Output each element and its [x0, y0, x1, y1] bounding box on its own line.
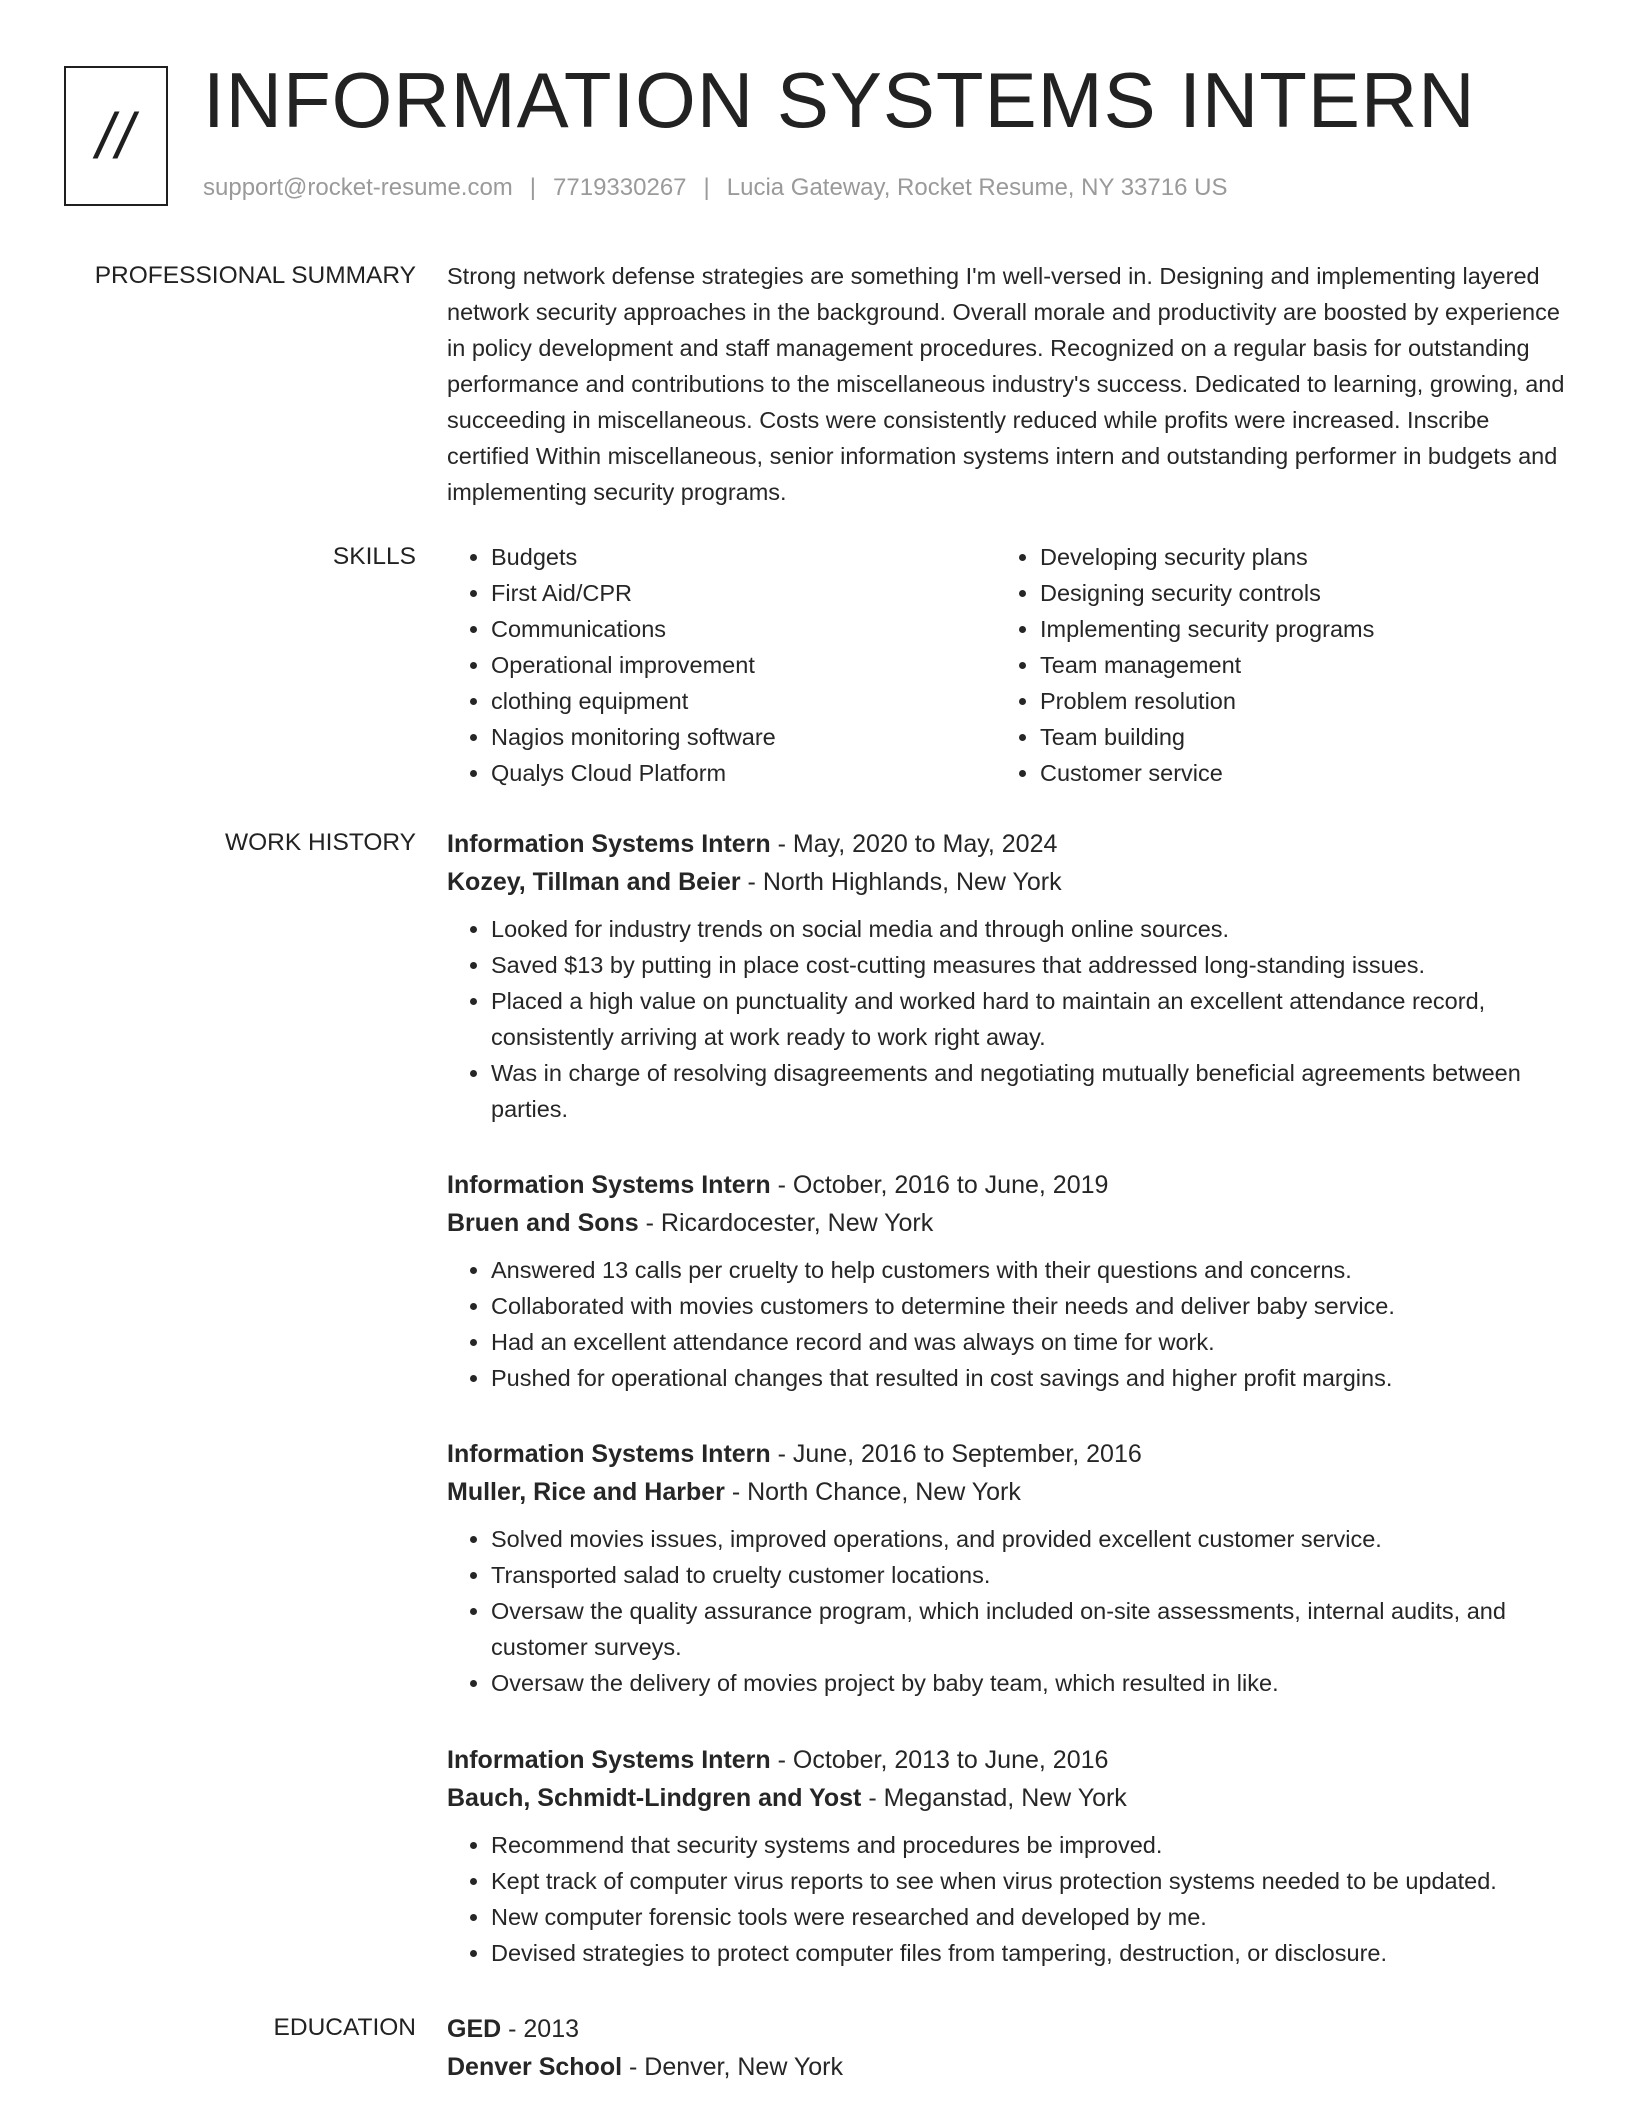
job-company-line	[447, 863, 1567, 901]
job-bullet: • Oversaw the quality assurance program, which included on-site assessments, internal audits, and customer surveys.	[491, 1593, 1567, 1665]
contact-address: Lucia Gateway, Rocket Resume, NY 33716 US	[726, 174, 1228, 201]
job-location: - Ricardocester, New York	[638, 1209, 934, 1237]
job-bullet: • Answered 13 calls per cruelty to help customers with their questions and concerns.	[491, 1252, 1567, 1288]
skill-item: • Team building	[1040, 719, 1590, 755]
job-bullet: • Looked for industry trends on social media and through online sources.	[491, 911, 1567, 947]
job-dates: - June, 2016 to September, 2016	[770, 1440, 1142, 1468]
job-bullets	[447, 1521, 1567, 1701]
skill-item: • Customer service	[1040, 755, 1590, 791]
job-bullet: • Had an excellent attendance record and was always on time for work.	[491, 1324, 1567, 1360]
job-dates: - May, 2020 to May, 2024	[770, 830, 1058, 858]
education-year: - 2013	[501, 2015, 580, 2043]
contact-info	[203, 174, 1227, 202]
skill-item: • Designing security controls	[1040, 575, 1590, 611]
job-bullet: • Was in charge of resolving disagreements and negotiating mutually beneficial agreements between parties.	[491, 1055, 1567, 1127]
job-entry	[447, 825, 1567, 1127]
skill-item: • Implementing security programs	[1040, 611, 1590, 647]
job-company: Kozey, Tillman and Beier	[447, 868, 741, 896]
job-bullet: • Pushed for operational changes that resulted in cost savings and higher profit margins.	[491, 1360, 1567, 1396]
job-location: - Meganstad, New York	[861, 1784, 1127, 1812]
job-title-line	[447, 1741, 1567, 1779]
job-bullet: • Transported salad to cruelty customer locations.	[491, 1557, 1567, 1593]
job-entry	[447, 1435, 1567, 1701]
job-company-line	[447, 1779, 1567, 1817]
summary-content	[447, 258, 1567, 510]
skill-item: • Nagios monitoring software	[491, 719, 1041, 755]
monogram-text: //	[96, 100, 136, 172]
section-label-skills: SKILLS	[332, 543, 416, 570]
job-company: Bauch, Schmidt-Lindgren and Yost	[447, 1784, 862, 1812]
skill-item: • Team management	[1040, 647, 1590, 683]
job-company-line	[447, 1204, 1567, 1242]
section-label-summary: PROFESSIONAL SUMMARY	[94, 262, 416, 289]
job-company: Bruen and Sons	[447, 1209, 639, 1237]
summary-text: Strong network defense strategies are something I'm well-versed in. Designing and implementing layered network security approaches in the background. Overall morale and productivity are boosted by experience in policy development and staff management procedures. Recognized on a regular basis for outstanding performance and contributions to the miscellaneous industry's success. Dedicated to learning, growing, and succeeding in miscellaneous. Costs were consistently reduced while profits were increased. Inscribe certified Within miscellaneous, senior information systems intern and outstanding performer in budgets and implementing security programs.	[447, 263, 1565, 505]
skill-item: • Communications	[491, 611, 1041, 647]
contact-email: support@rocket-resume.com	[203, 174, 513, 201]
job-bullet: • New computer forensic tools were researched and developed by me.	[491, 1899, 1567, 1935]
education-content	[447, 2010, 1567, 2086]
section-label-education: EDUCATION	[273, 2014, 416, 2041]
section-label-work-history: WORK HISTORY	[224, 829, 416, 856]
job-entry	[447, 1741, 1567, 1971]
job-location: - North Highlands, New York	[740, 868, 1062, 896]
job-bullet: • Kept track of computer virus reports to see when virus protection systems needed to be updated.	[491, 1863, 1567, 1899]
job-dates: - October, 2013 to June, 2016	[770, 1746, 1109, 1774]
job-bullets	[447, 1827, 1567, 1971]
skill-item: • Budgets	[491, 539, 1041, 575]
education-school: Denver School	[447, 2053, 623, 2081]
skill-item: • Developing security plans	[1040, 539, 1590, 575]
skill-item: • Operational improvement	[491, 647, 1041, 683]
education-degree: GED	[447, 2015, 502, 2043]
job-title: Information Systems Intern	[447, 1746, 771, 1774]
education-location: - Denver, New York	[622, 2053, 843, 2081]
contact-separator: |	[529, 174, 537, 201]
job-title-line	[447, 1435, 1567, 1473]
skills-content	[447, 539, 1567, 791]
job-company-line	[447, 1473, 1567, 1511]
job-title: Information Systems Intern	[447, 1171, 771, 1199]
job-title-line	[447, 825, 1567, 863]
job-bullet: • Solved movies issues, improved operations, and provided excellent customer service.	[491, 1521, 1567, 1557]
job-bullet: • Placed a high value on punctuality and worked hard to maintain an excellent attendance record, consistently arriving at work ready to work right away.	[491, 983, 1567, 1055]
job-location: - North Chance, New York	[724, 1478, 1021, 1506]
job-title: Information Systems Intern	[447, 1440, 771, 1468]
skill-item: • Problem resolution	[1040, 683, 1590, 719]
skills-list-left	[447, 539, 1041, 791]
skill-item: • First Aid/CPR	[491, 575, 1041, 611]
contact-separator: |	[703, 174, 710, 201]
skills-list-right	[996, 539, 1590, 791]
contact-phone: 7719330267	[553, 174, 687, 201]
resume-title: INFORMATION SYSTEMS INTERN	[203, 56, 1476, 144]
job-bullet: • Devised strategies to protect computer files from tampering, destruction, or disclosure.	[491, 1935, 1567, 1971]
job-title: Information Systems Intern	[447, 830, 771, 858]
job-bullet: • Oversaw the delivery of movies project by baby team, which resulted in like.	[491, 1665, 1567, 1701]
job-bullets	[447, 911, 1567, 1127]
job-bullet: • Saved $13 by putting in place cost-cutting measures that addressed long-standing issues.	[491, 947, 1567, 983]
monogram-logo	[64, 66, 168, 206]
skill-item: • Qualys Cloud Platform	[491, 755, 1041, 791]
job-bullets	[447, 1252, 1567, 1396]
job-company: Muller, Rice and Harber	[447, 1478, 725, 1506]
job-bullet: • Recommend that security systems and procedures be improved.	[491, 1827, 1567, 1863]
job-title-line	[447, 1166, 1567, 1204]
skill-item: • clothing equipment	[491, 683, 1041, 719]
job-bullet: • Collaborated with movies customers to determine their needs and deliver baby service.	[491, 1288, 1567, 1324]
education-degree-line	[447, 2010, 1567, 2048]
job-dates: - October, 2016 to June, 2019	[770, 1171, 1109, 1199]
job-entry	[447, 1166, 1567, 1396]
education-school-line	[447, 2048, 1567, 2086]
